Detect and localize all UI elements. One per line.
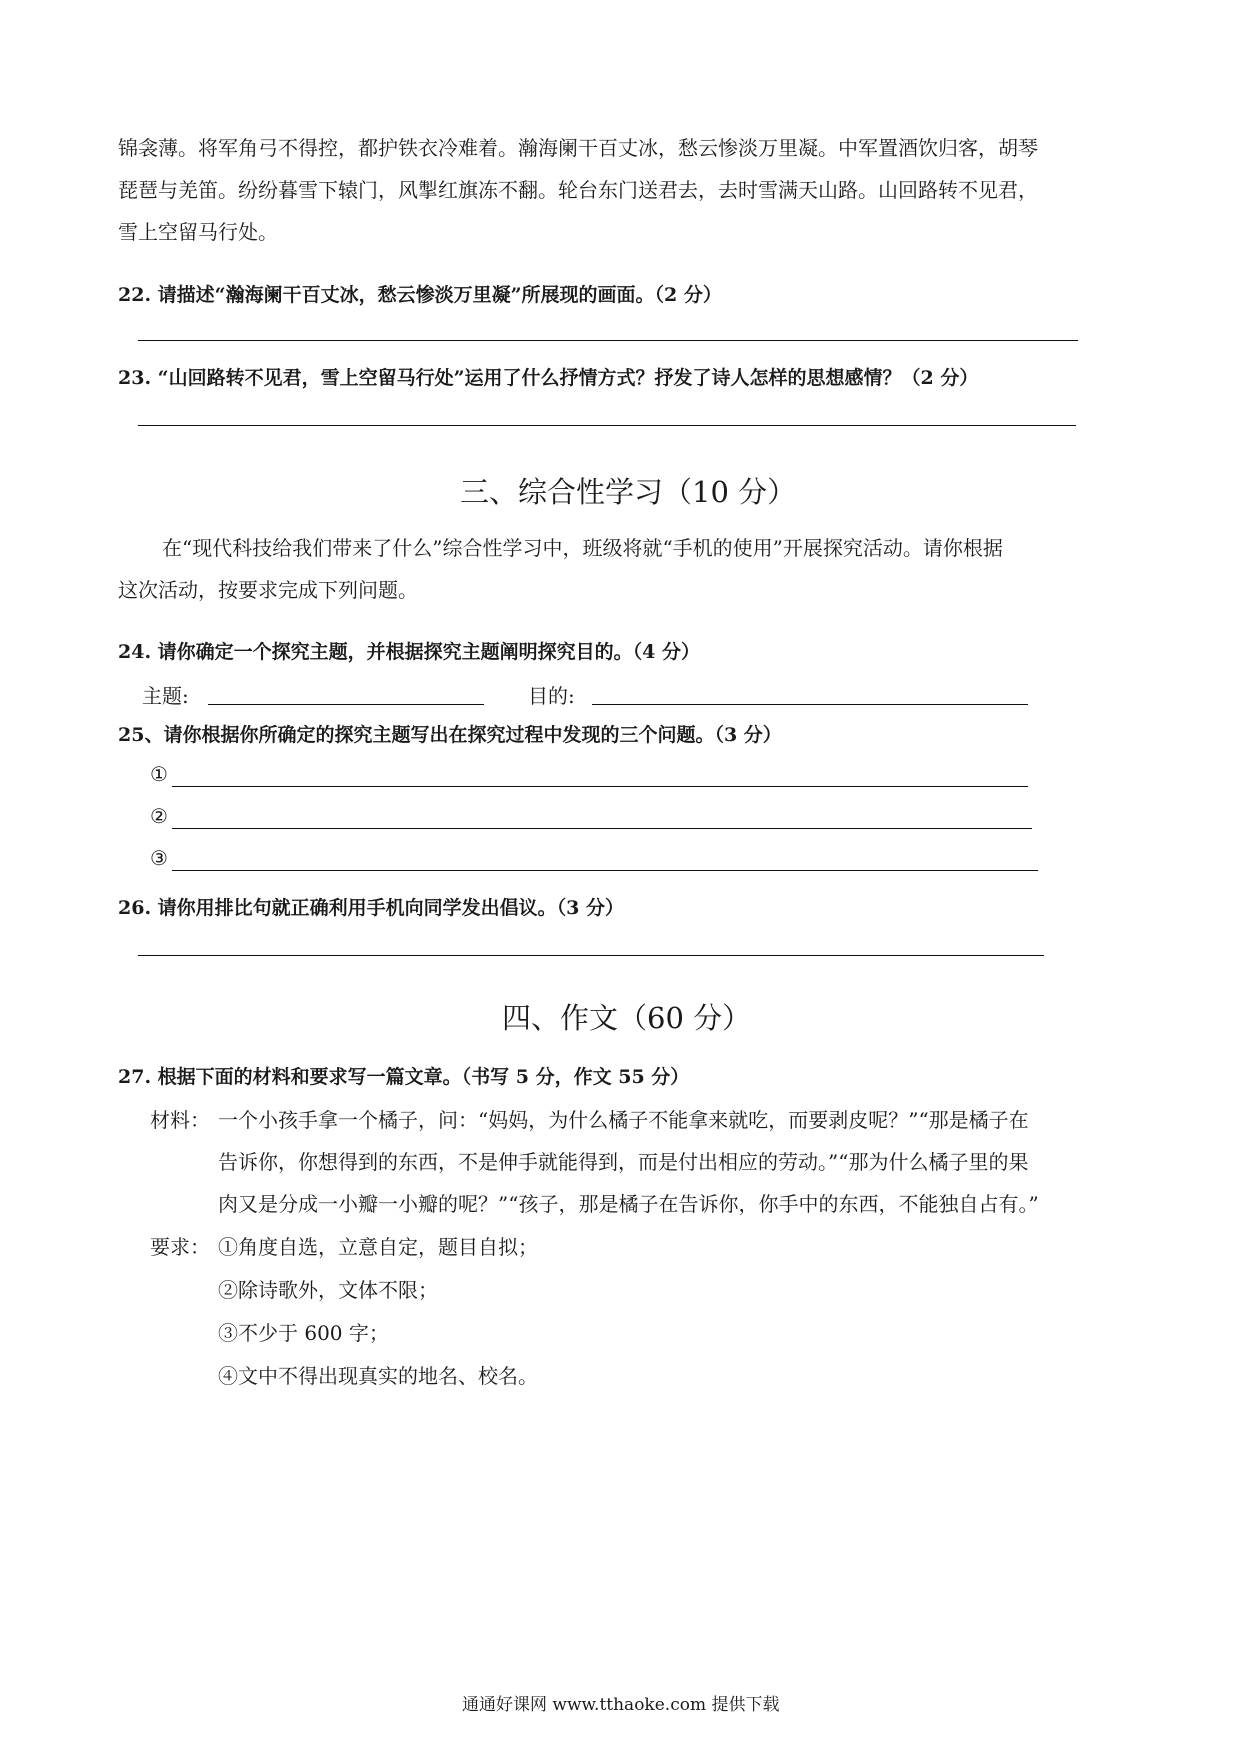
material-line-3: 肉又是分成一小瓣一小瓣的呢？”“孩子，那是橘子在告诉你，你手中的东西，不能独自占有。” bbox=[218, 1192, 1039, 1216]
purpose-answer-line[interactable] bbox=[592, 704, 1028, 705]
material-label: 材料： bbox=[150, 1108, 210, 1132]
requirement-1: ①角度自选，立意自定，题目自拟； bbox=[218, 1235, 538, 1259]
question-25: 25、请你根据你所确定的探究主题写出在探究过程中发现的三个问题。（3 分） bbox=[118, 724, 782, 746]
question-24: 24. 请你确定一个探究主题，并根据探究主题阐明探究目的。（4 分） bbox=[118, 641, 701, 663]
question-22: 22. 请描述“瀚海阑干百丈冰，愁云惨淡万里凝”所展现的画面。（2 分） bbox=[118, 284, 722, 306]
poem-line-1: 锦衾薄。将军角弓不得控，都护铁衣冷难着。瀚海阑干百丈冰，愁云惨淡万里凝。中军置酒饮归客，胡琴 bbox=[118, 136, 1038, 160]
section-3-intro-line-2: 这次活动，按要求完成下列问题。 bbox=[118, 578, 418, 602]
question-27: 27. 根据下面的材料和要求写一篇文章。（书写 5 分，作文 55 分） bbox=[118, 1066, 690, 1088]
section-4-heading: 四、作文（60 分） bbox=[502, 1001, 752, 1035]
theme-label: 主题: bbox=[142, 684, 189, 708]
poem-line-3: 雪上空留马行处。 bbox=[118, 220, 278, 244]
poem-line-2: 琵琶与羌笛。纷纷暮雪下辕门，风掣红旗冻不翻。轮台东门送君去，去时雪满天山路。山回路转不见君， bbox=[118, 178, 1038, 202]
requirements-label: 要求： bbox=[150, 1235, 210, 1259]
section-3-heading: 三、综合性学习（10 分） bbox=[460, 475, 797, 509]
footer-source: 通通好课网 www.tthaoke.com 提供下载 bbox=[462, 1695, 780, 1715]
theme-answer-line[interactable] bbox=[208, 704, 484, 705]
question-23: 23. “山回路转不见君，雪上空留马行处”运用了什么抒情方式？抒发了诗人怎样的思想感情？（2 分） bbox=[118, 367, 979, 389]
section-3-intro-line-1: 在“现代科技给我们带来了什么”综合性学习中，班级将就“手机的使用”开展探究活动。请你根据 bbox=[162, 536, 1003, 560]
requirement-4: ④文中不得出现真实的地名、校名。 bbox=[218, 1364, 538, 1388]
problem-answer-line-2[interactable] bbox=[172, 828, 1032, 829]
problem-marker-2: ② bbox=[150, 804, 168, 828]
answer-line-26[interactable] bbox=[138, 955, 1044, 956]
answer-line-23[interactable] bbox=[138, 425, 1076, 426]
material-line-1: 一个小孩手拿一个橘子，问：“妈妈，为什么橘子不能拿来就吃，而要剥皮呢？”“那是橘子在 bbox=[218, 1108, 1029, 1132]
requirement-2: ②除诗歌外，文体不限； bbox=[218, 1278, 438, 1302]
problem-answer-line-3[interactable] bbox=[172, 870, 1038, 871]
problem-marker-3: ③ bbox=[150, 846, 168, 870]
problem-marker-1: ① bbox=[150, 762, 168, 786]
material-line-2: 告诉你，你想得到的东西，不是伸手就能得到，而是付出相应的劳动。”“那为什么橘子里的果 bbox=[218, 1150, 1029, 1174]
answer-line-22[interactable] bbox=[138, 340, 1078, 341]
problem-answer-line-1[interactable] bbox=[172, 786, 1028, 787]
purpose-label: 目的: bbox=[528, 684, 575, 708]
question-26: 26. 请你用排比句就正确利用手机向同学发出倡议。（3 分） bbox=[118, 897, 625, 919]
requirement-3: ③不少于 600 字； bbox=[218, 1321, 389, 1345]
